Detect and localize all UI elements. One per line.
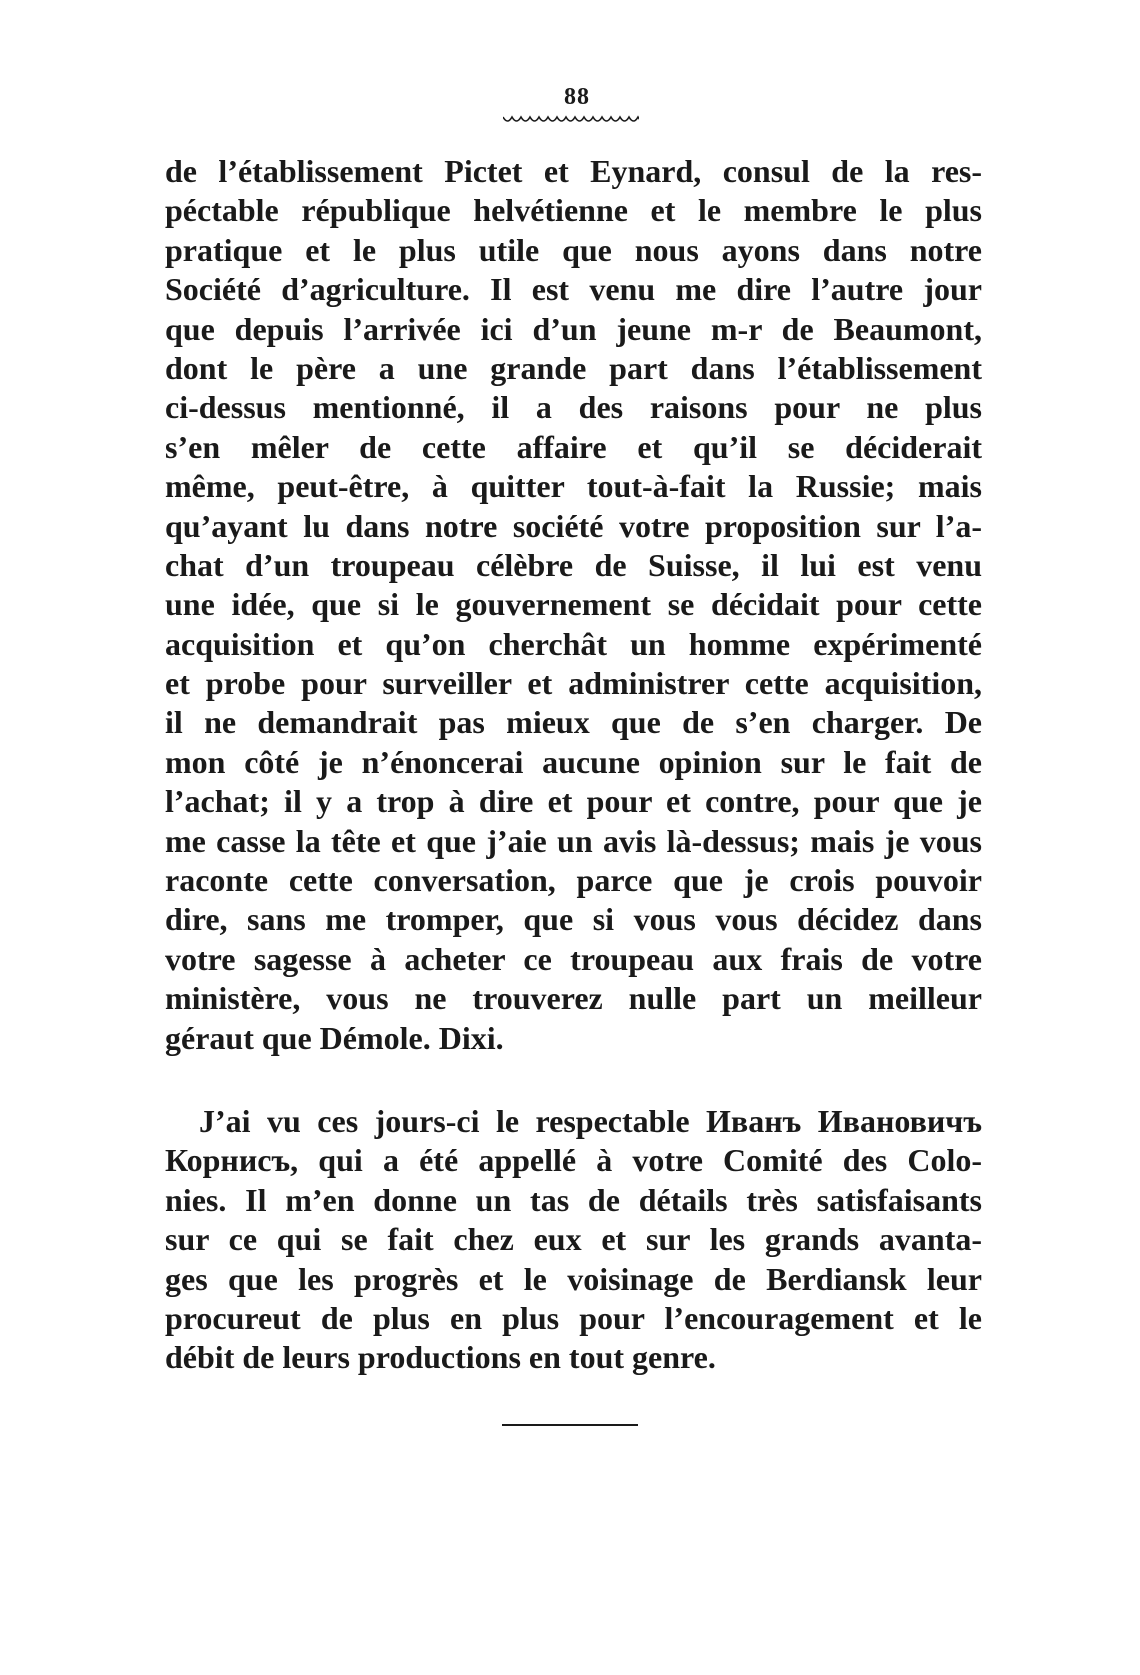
text-line: votre sagesse à acheter ce troupeau aux frais de votre [165, 940, 982, 977]
text-line: débit de leurs productions en tout genre. [165, 1339, 716, 1376]
text-line: J’ai vu ces jours-ci le respectable Иванъ Ивановичъ [199, 1103, 982, 1139]
text-line: acquisition et qu’on cherchât un homme expérimenté [165, 625, 982, 662]
text-line: qu’ayant lu dans notre société votre proposition sur l’a- [165, 507, 982, 544]
text-line: ministère, vous ne trouverez nulle part un meilleur [165, 980, 982, 1017]
text-line: dire, sans me tromper, que si vous vous décidez dans [165, 901, 982, 938]
text-line: péctable république helvétienne et le membre le plus [165, 192, 982, 229]
text-line: s’en mêler de cette affaire et qu’il se déciderait [165, 428, 982, 465]
text-line: géraut que Démole. Dixi. [165, 1019, 504, 1056]
text-line: il ne demandrait pas mieux que de s’en charger. De [165, 704, 982, 741]
text-line: même, peut-être, à quitter tout-à-fait la Russie; mais [165, 468, 982, 505]
paragraph-2 [165, 1102, 982, 1378]
text-line: et probe pour surveiller et administrer cette acquisition, [165, 665, 982, 702]
text-line: pratique et le plus utile que nous ayons dans notre [165, 231, 982, 268]
text-line: de l’établissement Pictet et Eynard, consul de la res- [165, 153, 982, 189]
text-line: raconte cette conversation, parce que je crois pouvoir [165, 862, 982, 899]
text-line: me casse la tête et que j’aie un avis là-dessus; mais je vous [165, 822, 982, 859]
text-line: ci-dessus mentionné, il a des raisons pour ne plus [165, 389, 982, 426]
text-line: dont le père a une grande part dans l’établissement [165, 349, 982, 386]
wavy-rule-ornament [503, 112, 639, 126]
page-number: 88 [564, 84, 590, 110]
text-line: une idée, que si le gouvernement se décidait pour cette [165, 586, 982, 623]
end-rule-divider [502, 1424, 638, 1426]
text-line: l’achat; il y a trop à dire et pour et contre, pour que je [165, 783, 982, 820]
text-line: sur ce qui se fait chez eux et sur les grands avanta- [165, 1221, 982, 1258]
text-line: procureut de plus en plus pour l’encouragement et le [165, 1299, 982, 1336]
text-line: que depuis l’arrivée ici d’un jeune m-r de Beaumont, [165, 310, 982, 347]
text-line: mon côté je n’énoncerai aucune opinion sur le fait de [165, 743, 982, 780]
text-line: nies. Il m’en donne un tas de détails très satisfaisants [165, 1181, 982, 1218]
text-line: Корнисъ, qui a été appellé à votre Comité des Colo- [165, 1142, 982, 1179]
paragraph-1 [165, 152, 982, 1058]
text-line: ges que les progrès et le voisinage de Berdiansk leur [165, 1260, 982, 1297]
text-line: Société d’agriculture. Il est venu me dire l’autre jour [165, 271, 982, 308]
text-line: chat d’un troupeau célèbre de Suisse, il lui est venu [165, 546, 982, 583]
